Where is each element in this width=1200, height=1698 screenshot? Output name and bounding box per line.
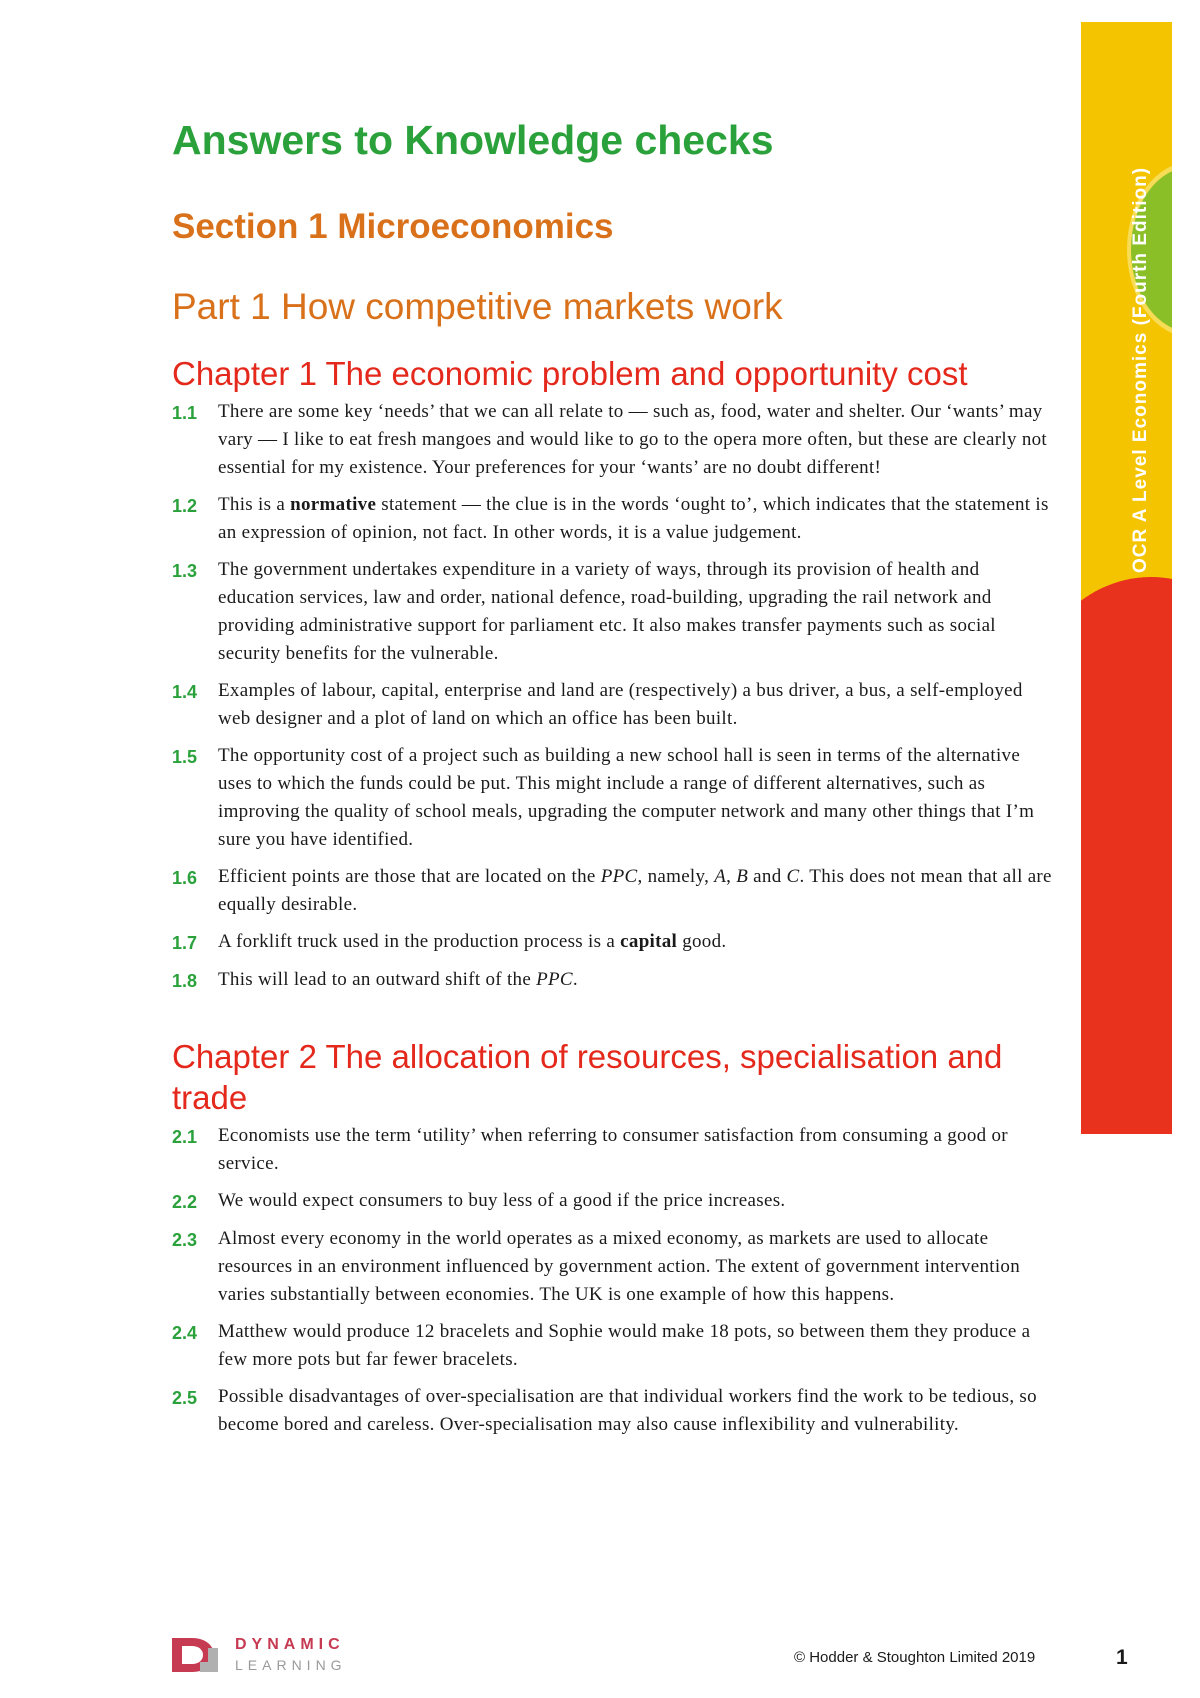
answer-item — [172, 491, 1054, 547]
logo-text-dynamic: DYNAMIC — [235, 1636, 345, 1653]
answer-text: Efficient points are those that are located on the PPC, namely, A, B and C. This does not mean that all are equally desirable. — [218, 866, 1052, 915]
answer-number: 2.3 — [172, 1230, 198, 1250]
part-heading: Part 1 How competitive markets work — [172, 286, 783, 327]
answer-text: A forklift truck used in the production process is a capital good. — [218, 931, 727, 952]
answer-text: There are some key ‘needs’ that we can all relate to — such as, food, water and shelter. Our ‘wants’ may vary — I like to eat fresh mangoes and would like to go to the opera more often, but these are clearly not essential for my existence. Your preferences for your ‘wants’ are no doubt different! — [218, 401, 1048, 478]
chapter-heading: Chapter 1 The economic problem and opportunity cost — [172, 355, 968, 392]
answer-text: Matthew would produce 12 bracelets and Sophie would make 18 pots, so between them they produce a few more pots but far fewer bracelets. — [218, 1321, 1031, 1370]
answer-item — [172, 966, 1054, 995]
page-number: 1 — [1116, 1646, 1128, 1669]
answer-item — [172, 556, 1054, 668]
answer-number: 1.7 — [172, 933, 198, 953]
answer-number: 2.4 — [172, 1323, 198, 1343]
answer-number: 1.6 — [172, 868, 198, 888]
answer-text: Economists use the term ‘utility’ when referring to consumer satisfaction from consuming a good or service. — [218, 1125, 1008, 1174]
dl-logo-icon — [170, 1634, 220, 1676]
answer-item — [172, 1318, 1054, 1374]
answer-item — [172, 1122, 1054, 1178]
answer-item — [172, 928, 1054, 957]
answer-number: 1.3 — [172, 561, 198, 581]
answer-number: 1.5 — [172, 747, 198, 767]
answer-text: This is a normative statement — the clue is in the words ‘ought to’, which indicates that the statement is an expression of opinion, not fact. In other words, it is a value judgement. — [218, 494, 1049, 543]
answer-text: Almost every economy in the world operates as a mixed economy, as markets are used to allocate resources in an environment influenced by government action. The extent of government intervention varies substantially between economies. The UK is one example of how this happens. — [218, 1228, 1020, 1305]
answer-number: 2.5 — [172, 1388, 198, 1408]
answer-item — [172, 677, 1054, 733]
red-band-decoration — [1081, 712, 1172, 1134]
answer-text: The opportunity cost of a project such as building a new school hall is seen in terms of the alternative uses to which the funds could be put. This might include a range of different alternatives, such as improving the quality of school meals, upgrading the computer network and many other things that I’m sure you have identified. — [218, 745, 1035, 850]
main-content — [172, 112, 1054, 1448]
answer-number: 2.2 — [172, 1192, 198, 1212]
sidebar-decoration — [1081, 22, 1172, 1134]
answer-number: 2.1 — [172, 1127, 198, 1147]
answer-item — [172, 1187, 1054, 1216]
answer-text: This will lead to an outward shift of the PPC. — [218, 969, 578, 990]
answer-number: 1.1 — [172, 403, 198, 423]
answer-item — [172, 863, 1054, 919]
bold-term: capital — [620, 931, 678, 952]
answer-text: The government undertakes expenditure in a variety of ways, through its provision of health and education services, law and order, national defence, road-building, upgrading the rail network and providing administrative support for parliament etc. It also makes transfer payments such as social security benefits for the vulnerable. — [218, 559, 996, 664]
answer-number: 1.4 — [172, 682, 198, 702]
answer-item — [172, 1383, 1054, 1439]
answer-text: Examples of labour, capital, enterprise and land are (respectively) a bus driver, a bus, a self-employed web designer and a plot of land on which an office has been built. — [218, 680, 1023, 729]
bold-term: normative — [290, 494, 377, 515]
copyright-notice: © Hodder & Stoughton Limited 2019 — [794, 1649, 1036, 1666]
page-title: Answers to Knowledge checks — [172, 117, 774, 163]
logo-text-learning: LEARNING — [235, 1657, 347, 1673]
dynamic-learning-logo — [170, 1632, 370, 1680]
sidebar-book-title: OCR A Level Economics (Fourth Edition) — [1130, 166, 1151, 574]
answer-item — [172, 742, 1054, 854]
answer-number: 1.2 — [172, 496, 198, 516]
answer-text: Possible disadvantages of over-specialisation are that individual workers find the work to be tedious, so become bored and careless. Over-specialisation may also cause inflexibility and vulnerability. — [218, 1386, 1037, 1435]
answer-text: We would expect consumers to buy less of a good if the price increases. — [218, 1190, 786, 1211]
answer-item — [172, 398, 1054, 482]
answer-number: 1.8 — [172, 971, 198, 991]
answer-item — [172, 1225, 1054, 1309]
chapter-heading: Chapter 2 The allocation of resources, specialisation and trade — [172, 1038, 1003, 1116]
section-heading: Section 1 Microeconomics — [172, 207, 614, 246]
